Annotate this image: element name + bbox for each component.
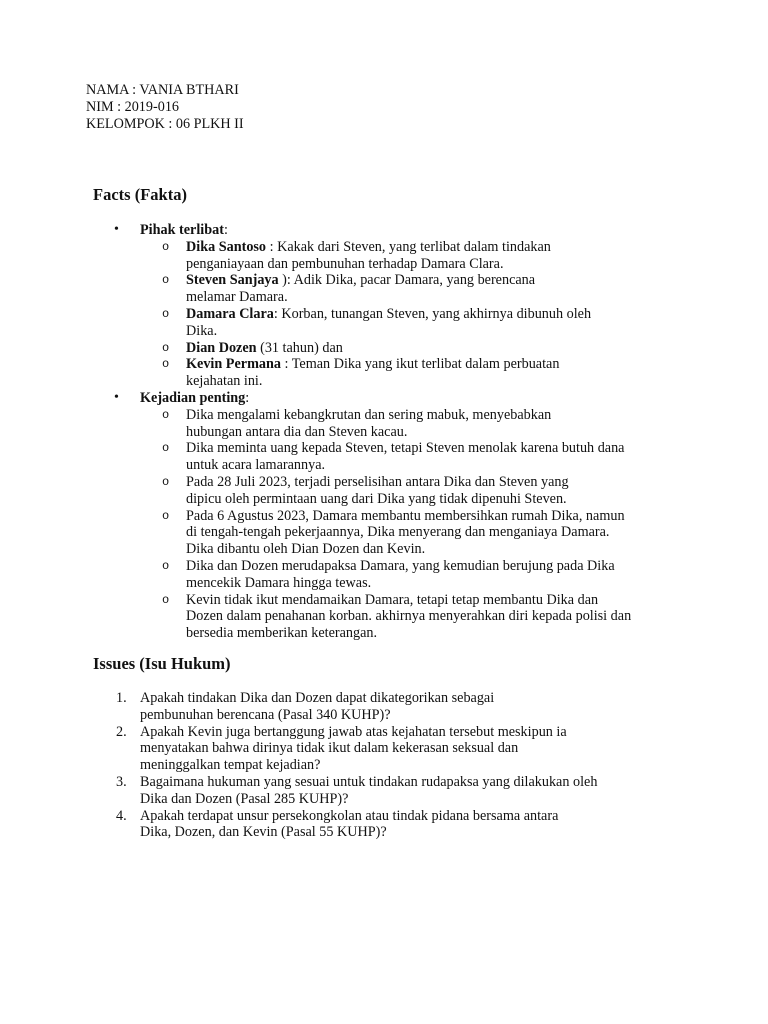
nim-line: NIM : 2019-016 [86,98,180,115]
kejadian-colon: : [245,389,250,406]
kejadian-line: di tengah-tengah pekerjaannya, Dika menyerang dan menganiaya Damara. [186,524,610,541]
pihak-desc-line: penganiayaan dan pembunuhan terhadap Damara Clara. [186,255,504,272]
kejadian-item [112,592,686,642]
issue-number: 1. [116,690,127,706]
issue-number: 2. [116,723,127,740]
circle-bullet-icon: o [162,306,170,321]
circle-bullet-icon: o [162,592,170,607]
kejadian-line: bersedia memberikan keterangan. [186,625,378,642]
kejadian-line: dipicu oleh permintaan uang dari Dika yang tidak dipenuhi Steven. [186,490,567,507]
issue-line: menyatakan bahwa dirinya tidak ikut dalam kekerasan seksual dan [140,740,519,757]
pihak-desc-line: : Kakak dari Steven, yang terlibat dalam tindakan [266,238,551,255]
pihak-desc-line: (31 tahun) dan [256,339,343,356]
bullet-kejadian-penting [112,390,692,407]
pihak-desc-line: melamar Damara. [186,289,288,306]
issue-item [112,808,632,842]
issue-item [112,724,632,774]
issue-line: meninggalkan tempat kejadian? [140,757,321,774]
pihak-name: Steven Sanjaya [186,272,279,289]
issue-item [112,690,632,724]
facts-list [112,222,692,642]
pihak-item [112,356,686,390]
kejadian-line: Kevin tidak ikut mendamaikan Damara, tetapi tetap membantu Dika dan [186,591,599,608]
circle-bullet-icon: o [162,474,170,489]
issues-list [112,690,632,841]
pihak-name: Dian Dozen [186,339,257,356]
pihak-sublist [112,239,692,390]
kejadian-line: untuk acara lamarannya. [186,457,326,474]
facts-heading: Facts (Fakta) [93,185,187,204]
kejadian-line: Dika dibantu oleh Dian Dozen dan Kevin. [186,541,426,558]
circle-bullet-icon: o [162,239,170,254]
pihak-desc-line: Dika. [186,322,218,339]
pihak-name: Kevin Permana [186,356,281,373]
kejadian-sublist [112,407,692,642]
kejadian-line: Dozen dalam penahanan korban. akhirnya menyerahkan diri kepada polisi dan [186,608,632,625]
issues-heading: Issues (Isu Hukum) [93,654,231,673]
kejadian-line: Dika mengalami kebangkrutan dan sering mabuk, menyebabkan [186,406,552,423]
issue-line: Bagaimana hukuman yang sesuai untuk tindakan rudapaksa yang dilakukan oleh [140,773,598,790]
issue-number: 4. [116,807,127,824]
student-info [86,82,244,132]
circle-bullet-icon: o [162,508,170,523]
pihak-desc-line: : Teman Dika yang ikut terlibat dalam perbuatan [280,356,560,373]
pihak-item [112,340,686,357]
issue-line: Apakah Kevin juga bertanggung jawab atas kejahatan tersebut meskipun ia [140,723,567,740]
pihak-desc-line: ): Adik Dika, pacar Damara, yang berencana [278,272,536,289]
nama-line: NAMA : VANIA BTHARI [86,82,239,98]
pihak-desc-line: kejahatan ini. [186,373,263,390]
kejadian-line: Pada 6 Agustus 2023, Damara membantu membersihkan rumah Dika, namun [186,507,625,524]
issue-line: Apakah tindakan Dika dan Dozen dapat dikategorikan sebagai [140,690,495,706]
issue-item [112,774,632,808]
pihak-name: Damara Clara [186,305,274,322]
issue-line: pembunuhan berencana (Pasal 340 KUHP)? [140,706,391,723]
pihak-item [112,306,686,340]
pihak-item [112,239,686,273]
kejadian-label: Kejadian penting [140,389,246,406]
kelompok-line: KELOMPOK : 06 PLKH II [86,115,244,132]
circle-bullet-icon: o [162,340,170,355]
kejadian-line: Dika dan Dozen merudapaksa Damara, yang kemudian berujung pada Dika [186,557,615,574]
circle-bullet-icon: o [162,441,170,456]
issue-line: Apakah terdapat unsur persekongkolan atau tindak pidana bersama antara [140,807,559,824]
issue-number: 3. [116,773,127,790]
kejadian-line: hubungan antara dia dan Steven kacau. [186,423,408,440]
kejadian-line: Pada 28 Juli 2023, terjadi perselisihan antara Dika dan Steven yang [186,473,569,490]
kejadian-item [112,407,686,441]
circle-bullet-icon: o [162,407,170,422]
bullet-dot-icon: • [114,222,119,237]
kejadian-item [112,474,686,508]
kejadian-item [112,558,686,592]
kejadian-line: mencekik Damara hingga tewas. [186,574,372,591]
issue-line: Dika, Dozen, dan Kevin (Pasal 55 KUHP)? [140,824,387,841]
pihak-desc-line: : Korban, tunangan Steven, yang akhirnya dibunuh oleh [273,305,592,322]
kejadian-line: Dika meminta uang kepada Steven, tetapi Steven menolak karena butuh dana [186,440,625,457]
pihak-name: Dika Santoso [186,238,267,255]
kejadian-item [112,508,686,558]
circle-bullet-icon: o [162,273,170,288]
kejadian-item [112,440,686,474]
pihak-colon: : [223,222,228,238]
issue-line: Dika dan Dozen (Pasal 285 KUHP)? [140,790,349,807]
pihak-item [112,272,686,306]
bullet-pihak-terlibat [112,222,692,239]
circle-bullet-icon: o [162,558,170,573]
circle-bullet-icon: o [162,357,170,372]
pihak-label: Pihak terlibat [140,222,224,238]
bullet-dot-icon: • [114,389,119,405]
